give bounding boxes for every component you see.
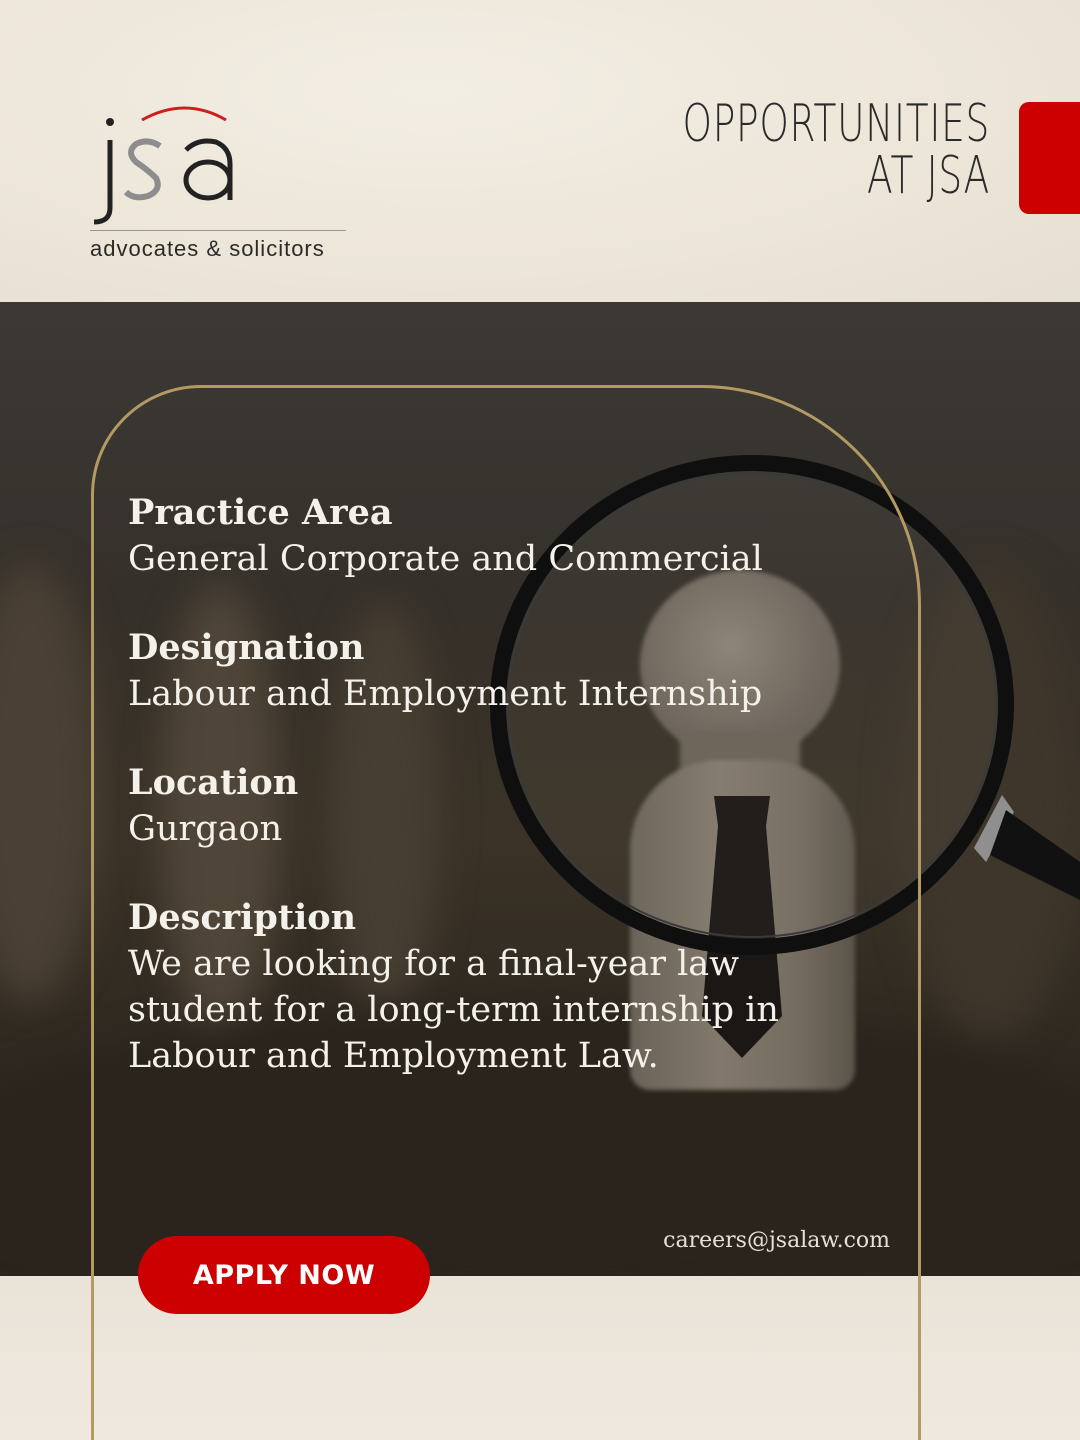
apply-now-button[interactable]: APPLY NOW [138, 1236, 430, 1314]
title-line-2: AT JSA [867, 146, 990, 206]
title-line-1: OPPORTUNITIES [682, 94, 990, 154]
designation-label: Designation [128, 627, 365, 668]
logo-tagline: advocates & solicitors [90, 236, 325, 261]
location-value: Gurgaon [128, 809, 283, 849]
jsa-logo [90, 100, 350, 270]
description-field [128, 895, 848, 1079]
jsa-logo-mark [90, 100, 250, 230]
description-line: Labour and Employment Law. [128, 1036, 659, 1076]
opportunities-title [682, 94, 990, 206]
practice-area-label: Practice Area [128, 492, 393, 533]
posting-details [128, 490, 848, 1122]
description-line: student for a long-term internship in [128, 990, 779, 1030]
description-text [128, 941, 848, 1079]
red-accent-tab [1019, 102, 1080, 214]
practice-area-value: General Corporate and Commercial [128, 539, 763, 579]
description-line: We are looking for a final-year law [128, 944, 740, 984]
practice-area-field [128, 490, 848, 582]
logo-divider [90, 230, 346, 231]
designation-field [128, 625, 848, 717]
description-label: Description [128, 897, 357, 938]
header [0, 0, 1080, 302]
location-field [128, 760, 848, 852]
designation-value: Labour and Employment Internship [128, 674, 763, 714]
location-label: Location [128, 762, 299, 803]
careers-email-link[interactable]: careers@jsalaw.com [663, 1228, 890, 1253]
